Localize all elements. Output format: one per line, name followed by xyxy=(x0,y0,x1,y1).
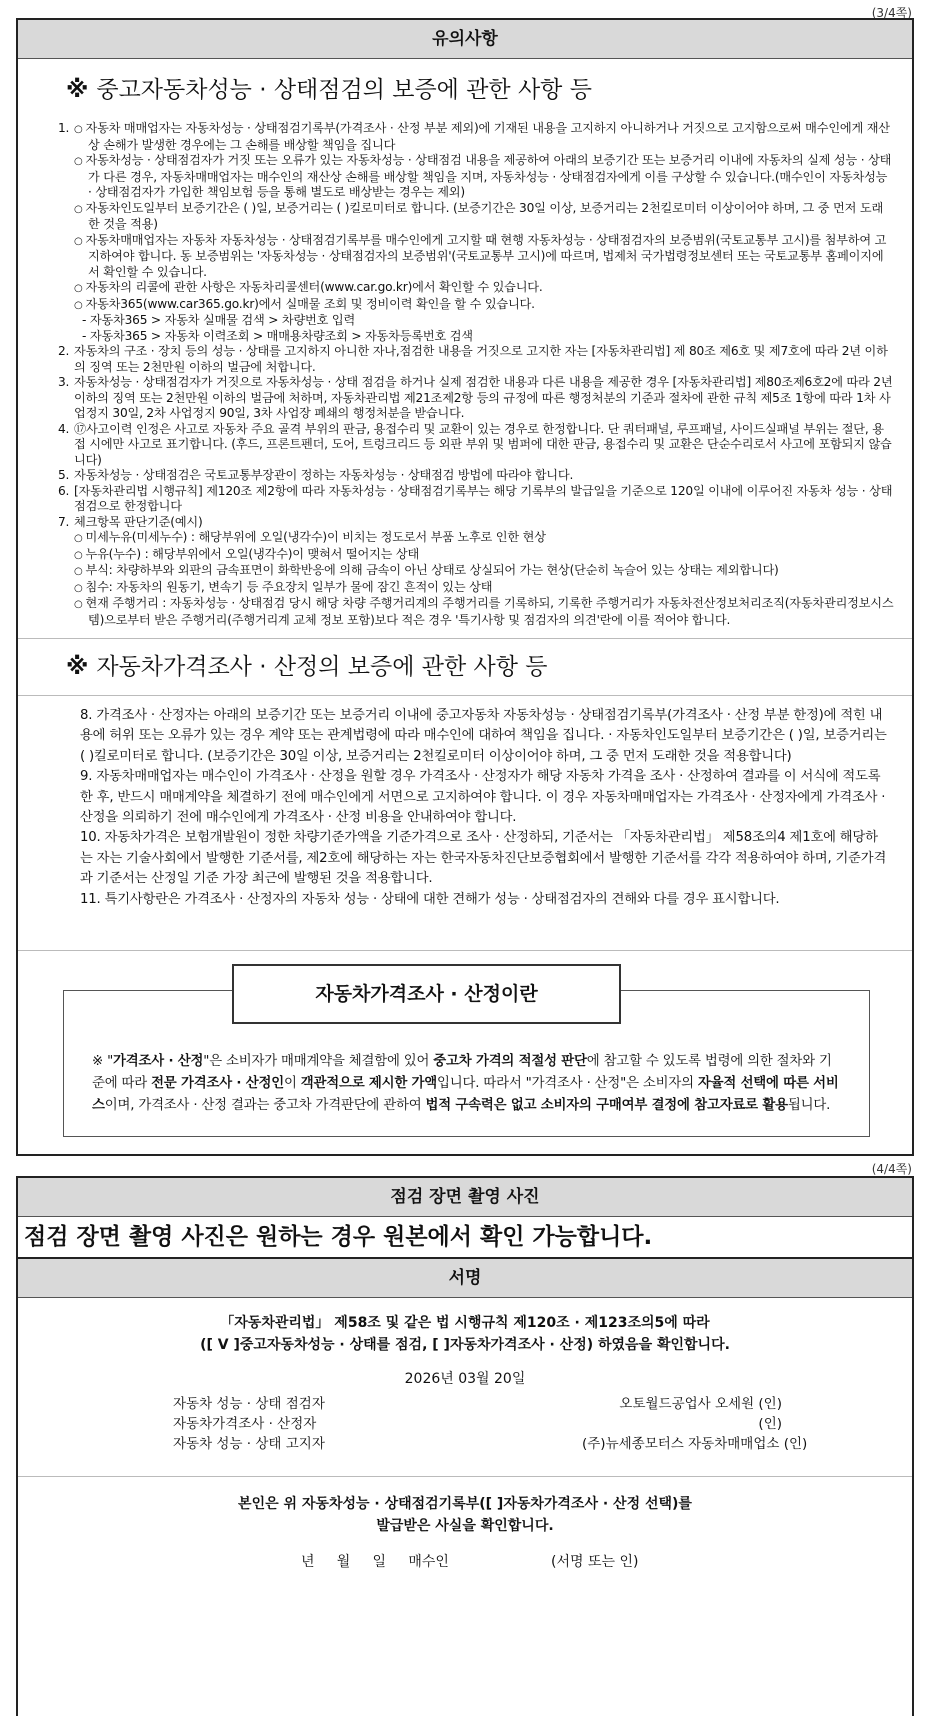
list-item: 10. 자동차가격은 보험개발원이 정한 차량기준가액을 기준가격으로 조사 · 산정하되, 기준서는 「자동차관리법」 제58조의4 제1호에 해당하는 자는 기술사회에서 발행한 기준서를, 제2호에 해당하는 자는 한국자동차진단보증협회에서 발행한 기준서를 각각 적용하여야 하며, 기준가격과 기준서는 산정일 기준 가장 최근에 발행된 것을 적용합니다. xyxy=(80,830,887,887)
emphasis-text: 자율적 선택에 따른 서비스 xyxy=(92,1076,839,1114)
inspection-notice-list xyxy=(18,121,912,638)
emphasis-text: 중고차 가격의 적절성 판단 xyxy=(433,1054,587,1069)
notice-sheet xyxy=(16,18,914,1156)
list-item: 11. 특기사항란은 가격조사 · 산정자의 자동차 성능 · 상태에 대한 견해가 성능 · 상태점검자의 견해와 다를 경우 표시합니다. xyxy=(80,891,780,907)
signer-list xyxy=(18,1394,912,1454)
signature-sheet xyxy=(16,1176,914,1716)
list-item: 8. 가격조사 · 산정자는 아래의 보증기간 또는 보증거리 이내에 중고자동차 자동차성능 · 상태점검기록부(가격조사 · 산정 부분 한정)에 적힌 내용에 허위 또는 오류가 있는 경우 계약 또는 관계법령에 따라 매수인에 대하여 책임을 집니다. · 자동차인도일부터 보증기간은 ( )일, 보증거리는 ( )킬로미터로 합니다. (보증기간은 30일 이상, 보증거리는 2천킬로미터 이상이어야 하며, 그 중 먼저 도래한 것을 적용합니다) xyxy=(80,708,887,764)
list-item: 7. 체크항목 판단기준(예시) ○ 미세누유(미세누수) : 해당부위에 오일(냉각수)이 비치는 정도로서 부품 노후로 인한 현상 ○ 누유(누수) : 해당부위에서 오일(냉각수)이 맺혀서 떨어지는 상태 ○ 부식: 차량하부와 외판의 금속표면이 화학반응에 의해 금속이 아닌 상태로 상실되어 가는 현상(단순히 녹슬어 있는 상태는 제외합니다) ○ 침수: 자동차의 원동기, 변속기 등 주요장치 일부가 물에 잠긴 흔적이 있는 상태 ○ 현재 주행거리 : 자동차성능 · 상태점검 당시 해당 차량 주행거리계의 주행거리를 기록하되, 기록한 주행거리가 자동차전산정보처리조직(자동차관리정보시스템)으로부터 받은 주행거리(주행거리계 교체 정보 포함)보다 적은 경우 '특기사항 및 점검자의 의견'란에 이를 적어야 합니다. xyxy=(58,515,894,629)
signer-role: 자동차 성능 · 상태 고지자 xyxy=(173,1436,325,1452)
list-item: 4. ⑰사고이력 인정은 사고로 자동차 주요 골격 부위의 판금, 용접수리 및 교환이 있는 경우로 한정합니다. 단 쿼터패널, 루프패널, 사이드실패널 부위는 절단, 용접 시에만 사고로 표기합니다. (후드, 프론트펜더, 도어, 트렁크리드 등 외판 부위 및 범퍼에 대한 판금, 용접수리 및 교환은 단순수리로서 사고에 포함되지 않습니다) xyxy=(58,421,892,467)
buyer-sign-label: (서명 또는 인) xyxy=(551,1554,639,1570)
emphasis-text: 객관적으로 제시한 가액 xyxy=(300,1076,438,1092)
bullet-text: ○ 부식: 차량하부와 외판의 금속표면이 화학반응에 의해 금속이 아닌 상태로 상실되어 가는 현상(단순히 녹슬어 있는 상태는 제외합니다) xyxy=(74,563,894,580)
list-item: 3. 자동차성능 · 상태점검자가 거짓으로 자동차성능 · 상태 점검을 하거나 실제 점검한 내용과 다른 내용을 제공한 경우 [자동차관리법] 제80조제6호2에 따라 2년이하의 징역 또는 2천만원 이하의 벌금에 처하며, 자동차관리법 제21조제2항 등의 규정에 따른 행정처분의 기준과 절차에 관한 규칙 제5조 1항에 따라 1차 사업정지 30일, 2차 사업정지 90일, 3차 사업장 폐쇄의 행정처분을 받습니다. xyxy=(58,375,893,420)
emphasis-text: 가격조사 · 산정 xyxy=(113,1054,204,1069)
sign-date: 2026년 03월 20일 xyxy=(404,1371,526,1387)
bullet-text: ○ 자동차인도일부터 보증기간은 ( )일, 보증거리는 ( )킬로미터로 합니다. (보증기간은 30일 이상, 보증거리는 2천킬로미터 이상이어야 하며, 그 중 먼저 도래한 것을 적용) xyxy=(74,201,894,233)
bullet-text: ○ 자동차365(www.car365.go.kr)에서 실매물 조회 및 정비이력 확인을 할 수 있습니다. xyxy=(74,297,894,314)
check-criteria-title: 체크항목 판단기준(예시) xyxy=(74,514,203,529)
bullet-text: ○ 자동차 매매업자는 자동차성능 · 상태점검기록부(가격조사 · 산정 부분 제외)에 기재된 내용을 고지하지 아니하거나 거짓으로 고지함으로써 매수인에게 재산상 손해가 발생한 경우에는 그 손해를 배상할 책임을 집니다 xyxy=(74,121,894,153)
bullet-text: ○ 자동차의 리콜에 관한 사항은 자동차리콜센터(www.car.go.kr)에서 확인할 수 있습니다. xyxy=(74,280,894,297)
confirmation-statement: ([ V ]중고자동차성능 · 상태를 점검, [ ]자동차가격조사 · 산정) 하였음을 확인합니다. xyxy=(200,1337,730,1353)
signer-row xyxy=(18,1434,912,1454)
price-notice-list xyxy=(18,696,912,916)
price-info-title: 자동차가격조사 · 산정이란 xyxy=(232,964,621,1024)
plain-text: 이며, 가격조사 · 산정 결과는 중고차 가격판단에 관하여 xyxy=(104,1098,426,1114)
dash-text: - 자동차365 > 자동차 이력조회 > 매매용차량조회 > 자동차등록번호 검색 xyxy=(74,329,894,345)
buyer-sign-row xyxy=(18,1551,912,1571)
bullet-text: ○ 현재 주행거리 : 자동차성능 · 상태점검 당시 해당 차량 주행거리계의 주행거리를 기록하되, 기록한 주행거리가 자동차전산정보처리조직(자동차관리정보시스템)으로부터 받은 주행거리(주행거리계 교체 정보 포함)보다 적은 경우 '특기사항 및 점검자의 의견'란에 이를 적어야 합니다. xyxy=(74,596,894,628)
buyer-statement: 본인은 위 자동차성능 · 상태점검기록부([ ]자동차가격조사 · 산정 선택)를 xyxy=(238,1496,692,1512)
signer-role: 자동차가격조사 · 산정자 xyxy=(173,1416,317,1432)
law-statement: 「자동차관리법」 제58조 및 같은 법 시행규칙 제120조 · 제123조의5에 따라 xyxy=(220,1315,710,1331)
buyer-date-label: 년 월 일 매수인 xyxy=(301,1554,449,1570)
section-title-price: ※ 자동차가격조사 · 산정의 보증에 관한 사항 등 xyxy=(66,654,548,680)
signer-name: (주)뉴세종모터스 자동차매매업소 (인) xyxy=(582,1436,808,1452)
divider xyxy=(18,950,912,951)
list-item: 5. 자동차성능 · 상태점검은 국토교통부장관이 정하는 자동차성능 · 상태점검 방법에 따라야 합니다. xyxy=(58,468,574,482)
section-title-inspection: ※ 중고자동차성능 · 상태점검의 보증에 관한 사항 등 xyxy=(66,77,592,103)
plain-text: 에 참고할 수 있도록 법령에 의한 절차와 기준에 따라 xyxy=(92,1054,832,1092)
emphasis-text: 전문 가격조사 · 산정인 xyxy=(151,1076,284,1092)
buyer-statement-2: 발급받은 사실을 확인합니다. xyxy=(376,1518,554,1534)
notice-header: 유의사항 xyxy=(18,20,912,59)
photo-header: 점검 장면 촬영 사진 xyxy=(18,1178,912,1217)
page-number-4: (4/4쪽) xyxy=(871,1162,912,1176)
plain-text: "은 소비자가 매매계약을 체결함에 있어 xyxy=(203,1054,434,1069)
dash-text: - 자동차365 > 자동차 실매물 검색 > 차량번호 입력 xyxy=(74,313,894,329)
bullet-text: ○ 침수: 자동차의 원동기, 변속기 등 주요장치 일부가 물에 잠긴 흔적이 있는 상태 xyxy=(74,580,894,597)
reference-mark: ※ xyxy=(66,77,89,103)
plain-text: 입니다. 따라서 "가격조사 · 산정"은 소비자의 xyxy=(437,1076,698,1092)
signer-row xyxy=(18,1394,912,1414)
plain-text: ※ " xyxy=(92,1054,114,1069)
bullet-text: ○ 누유(누수) : 해당부위에서 오일(냉각수)이 맺혀서 떨어지는 상태 xyxy=(74,547,894,564)
list-item: 2. 자동차의 구조 · 장치 등의 성능 · 상태를 고지하지 아니한 자나,점검한 내용을 거짓으로 고지한 자는 [자동차관리법] 제 80조 제6호 및 제7호에 따라 2년 이하의 징역 또는 2천만원 이하의 벌금에 처합니다. xyxy=(58,344,888,374)
signer-row xyxy=(18,1414,912,1434)
emphasis-text: 법적 구속력은 없고 소비자의 구매여부 결정에 참고자료로 활용 xyxy=(425,1098,788,1114)
plain-text: 됩니다. xyxy=(787,1098,831,1114)
signer-role: 자동차 성능 · 상태 점검자 xyxy=(173,1396,325,1412)
plain-text: 이 xyxy=(283,1076,301,1092)
bullet-text: ○ 미세누유(미세누수) : 해당부위에 오일(냉각수)이 비치는 정도로서 부품 노후로 인한 현상 xyxy=(74,530,894,547)
bullet-text: ○ 자동차매매업자는 자동차 자동차성능 · 상태점검기록부를 매수인에게 고지할 때 현행 자동차성능 · 상태점검자의 보증범위(국토교통부 고시)를 첨부하여 고지하여야 합니다. 동 보증범위는 '자동차성능 · 상태점검자의 보증범위'(국토교통부 고시)에 따르며, 법제처 국가법령정보센터 또는 국토교통부 홈페이지에서 확인할 수 있습니다. xyxy=(74,233,894,281)
bullet-text: ○ 자동차성능 · 상태점검자가 거짓 또는 오류가 있는 자동차성능 · 상태점검 내용을 제공하여 아래의 보증기간 또는 보증거리 이내에 자동차의 실제 성능 · 상태가 다른 경우, 자동차매매업자는 매수인의 재산상 손해를 배상할 책임을 지며, 자동차성능 · 상태점검자에게 이를 구상할 수 있습니다.(매수인이 자동차성능 · 상태점검자가 가입한 책임보험 등을 통해 별도로 배상받는 경우는 제외) xyxy=(74,153,894,201)
signature-header: 서명 xyxy=(18,1257,912,1298)
signer-name: (인) xyxy=(758,1416,782,1432)
list-item: 9. 자동차매매업자는 매수인이 가격조사 · 산정을 원할 경우 가격조사 · 산정자가 해당 자동차 가격을 조사 · 산정하여 결과를 이 서식에 적도록 한 후, 반드시 매매계약을 체결하기 전에 매수인에게 서면으로 고지하여야 합니다. 이 경우 자동차매매업자는 가격조사 · 산정자에게 가격조사 · 산정을 의뢰하기 전에 매수인에게 가격조사 · 산정 비용을 안내하여야 합니다. xyxy=(80,769,886,826)
signer-name: 오토월드공업사 오세원 (인) xyxy=(619,1396,782,1412)
page-number-3: (3/4쪽) xyxy=(871,6,912,20)
photo-note: 점검 장면 촬영 사진은 원하는 경우 원본에서 확인 가능합니다. xyxy=(24,1224,653,1250)
list-item: 1. ○ 자동차 매매업자는 자동차성능 · 상태점검기록부(가격조사 · 산정 부분 제외)에 기재된 내용을 고지하지 아니하거나 거짓으로 고지함으로써 매수인에게 재산상 손해가 발생한 경우에는 그 손해를 배상할 책임을 집니다 ○ 자동차성능 · 상태점검자가 거짓 또는 오류가 있는 자동차성능 · 상태점검 내용을 제공하여 아래의 보증기간 또는 보증거리 이내에 자동차의 실제 성능 · 상태가 다른 경우, 자동차매매업자는 매수인의 재산상 손해를 배상할 책임을 지며, 자동차성능 · 상태점검자에게 이를 구상할 수 있습니다.(매수인이 자동차성능 · 상태점검자가 가입한 책임보험 등을 통해 별도로 배상받는 경우는 제외) ○ 자동차인도일부터 보증기간은 ( )일, 보증거리는 ( )킬로미터로 합니다. (보증기간은 30일 이상, 보증거리는 2천킬로미터 이상이어야 하며, 그 중 먼저 도래한 것을 적용) ○ 자동차매매업자는 자동차 자동차성능 · 상태점검기록부를 매수인에게 고지할 때 현행 자동차성능 · 상태점검자의 보증범위(국토교통부 고시)를 첨부하여 고지하여야 합니다. 동 보증범위는 '자동차성능 · 상태점검자의 보증범위'(국토교통부 고시)에 따르며, 법제처 국가법령정보센터 또는 국토교통부 홈페이지에서 확인할 수 있습니다. ○ 자동차의 리콜에 관한 사항은 자동차리콜센터(www.car.go.kr)에서 확인할 수 있습니다. ○ 자동차365(www.car365.go.kr)에서 실매물 조회 및 정비이력 확인을 할 수 있습니다. - 자동차365 > 자동차 실매물 검색 > 차량번호 입력 - 자동차365 > 자동차 이력조회 > 매매용차량조회 > 자동차등록번호 검색 xyxy=(58,121,894,344)
list-item: 6. [자동차관리법 시행규칙] 제120조 제2항에 따라 자동차성능 · 상태점검기록부는 해당 기록부의 발급일을 기준으로 120일 이내에 이루어진 자동차 성능 · 상태점검으로 한정합니다 xyxy=(58,483,893,513)
